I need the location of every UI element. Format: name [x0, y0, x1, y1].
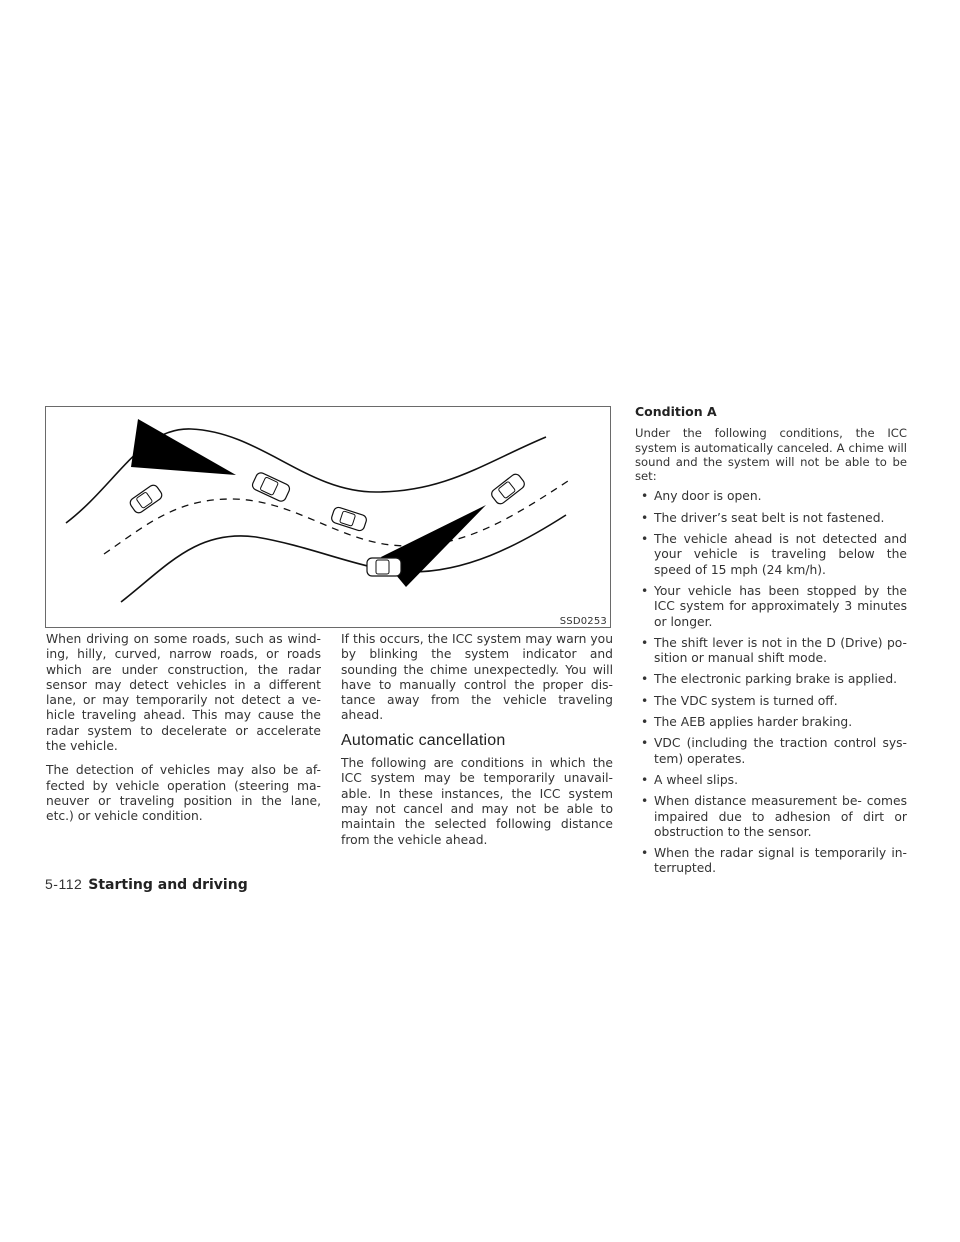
vehicle-middle: [330, 506, 367, 532]
page-number: 5-112: [45, 876, 83, 892]
list-item: • VDC (including the traction control sys- tem) operates.: [635, 736, 907, 767]
list-item: • Any door is open.: [635, 489, 907, 504]
column-2: [341, 632, 613, 857]
condition-list: [635, 489, 907, 876]
vehicle-right: [490, 472, 527, 506]
condition-intro: Under the following conditions, the ICC system is automatically canceled. A chime will sound and the system will not be able to be set:: [635, 426, 907, 484]
column-3: [635, 404, 907, 883]
column-1: [46, 632, 321, 834]
page-footer: [45, 876, 248, 893]
list-item: • The electronic parking brake is applied.: [635, 672, 907, 687]
chapter-title: Starting and driving: [88, 877, 248, 893]
figure-code: SSD0253: [559, 616, 607, 627]
list-item: • A wheel slips.: [635, 773, 907, 788]
paragraph: The following are conditions in which the ICC system may be temporarily unavail- able. In these instances, the ICC system may not cancel and may not be able to maintain the selected following distance from the vehicle ahead.: [341, 756, 613, 847]
section-title: Automatic cancellation: [341, 731, 506, 749]
vehicle-own: [367, 558, 401, 576]
vehicle-upper-center: [251, 471, 291, 503]
radar-illustration: [45, 406, 611, 628]
list-item: • The vehicle ahead is not detected and your vehicle is traveling below the speed of 15 mph (24 km/h).: [635, 532, 907, 578]
list-item: • The shift lever is not in the D (Drive) po- sition or manual shift mode.: [635, 636, 907, 667]
curved-road-drawing: [46, 407, 611, 628]
list-item: • When distance measurement be- comes impaired due to adhesion of dirt or obstruction to the sensor.: [635, 794, 907, 840]
list-item: • The AEB applies harder braking.: [635, 715, 907, 730]
radar-beam-upper: [131, 419, 236, 475]
road-edge-lower: [121, 515, 566, 602]
condition-heading: Condition A: [635, 404, 717, 419]
paragraph: When driving on some roads, such as wind- ing, hilly, curved, narrow roads, or roads which are under construction, the radar sensor may detect vehicles in a different lane, or may temporarily not detect a ve- hicle traveling ahead. This may cause the radar system to decelerate or accelerate the vehicle.: [46, 632, 321, 754]
vehicle-left: [128, 483, 163, 514]
list-item: • The VDC system is turned off.: [635, 694, 907, 709]
paragraph: The detection of vehicles may also be af- fected by vehicle operation (steering ma- neuver or traveling position in the lane, etc.) or vehicle condition.: [46, 763, 321, 824]
list-item: • The driver’s seat belt is not fastened.: [635, 511, 907, 526]
paragraph: If this occurs, the ICC system may warn you by blinking the system indicator and sounding the chime unexpectedly. You will have to manually control the proper dis- tance away from the vehicle traveling ahead.: [341, 632, 613, 723]
list-item: • Your vehicle has been stopped by the ICC system for approximately 3 minutes or longer.: [635, 584, 907, 630]
list-item: • When the radar signal is temporarily in- terrupted.: [635, 846, 907, 877]
